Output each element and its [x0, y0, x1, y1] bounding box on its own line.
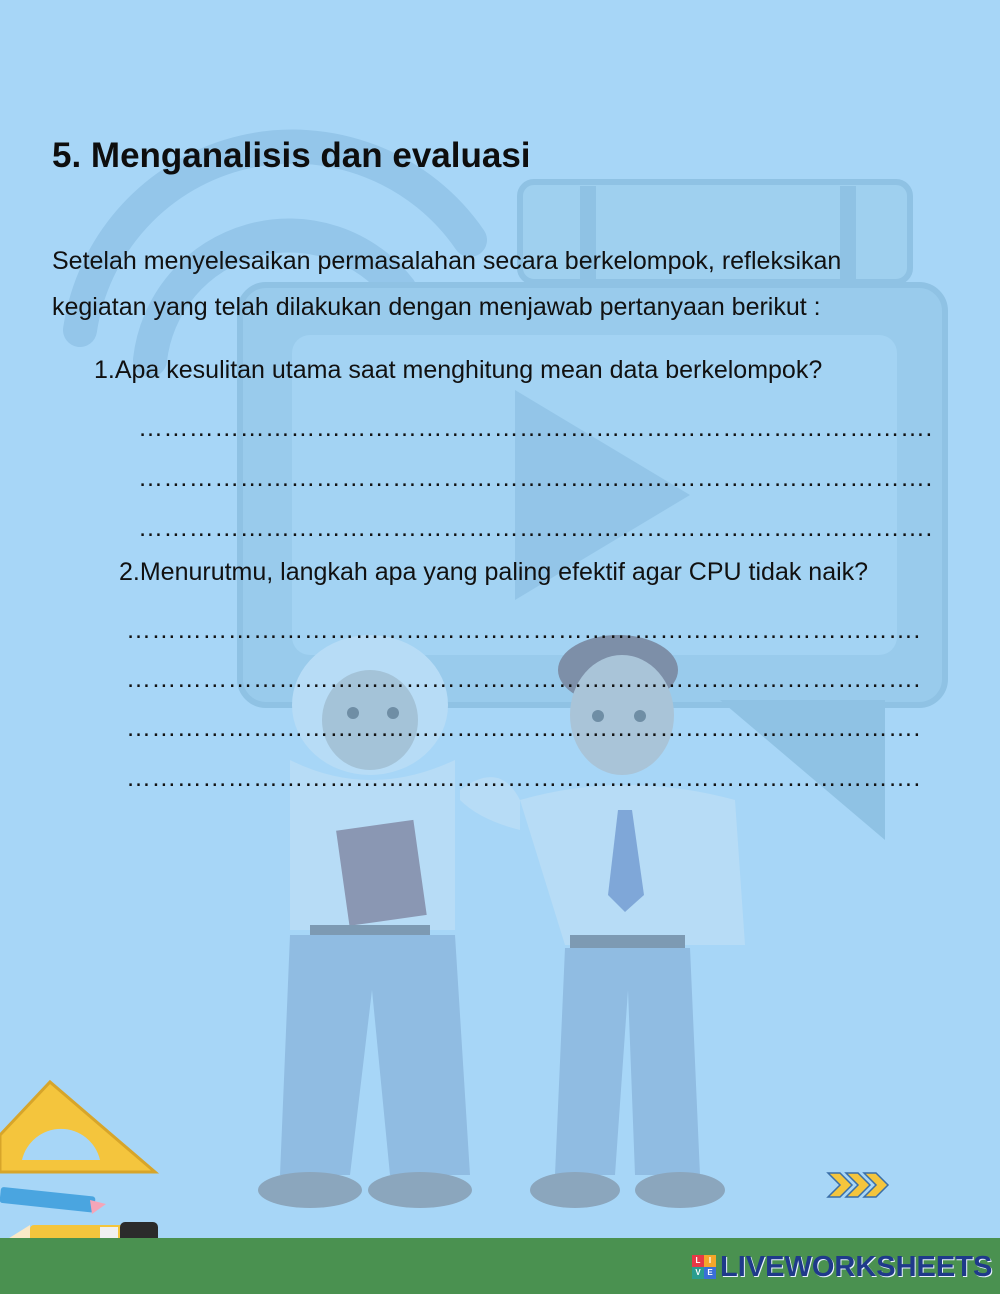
answer-line-2-3[interactable]: …………………………………………………………………………………. — [126, 714, 921, 742]
brand-name: LIVEWORKSHEETS — [720, 1250, 993, 1283]
question-2: 2.Menurutmu, langkah apa yang paling efektif agar CPU tidak naik? — [119, 558, 869, 586]
answer-line-1-3[interactable]: …………………………………………………………………………………. — [138, 514, 933, 542]
liveworksheets-brand — [692, 1251, 992, 1283]
instruction-text — [52, 238, 952, 330]
instruction-line-2: kegiatan yang telah dilakukan dengan menjawab pertanyaan berikut : — [52, 293, 821, 321]
page-title: 5. Menganalisis dan evaluasi — [52, 136, 531, 175]
liveworksheets-logo-icon: L I V E — [692, 1255, 716, 1279]
answer-line-2-2[interactable]: …………………………………………………………………………………. — [126, 665, 921, 693]
instruction-line-1: Setelah menyelesaikan permasalahan secara berkelompok, refleksikan — [52, 247, 842, 275]
question-1: 1.Apa kesulitan utama saat menghitung mean data berkelompok? — [94, 356, 823, 384]
answer-line-1-1[interactable]: …………………………………………………………………………………. — [138, 414, 933, 442]
answer-line-2-4[interactable]: …………………………………………………………………………………. — [126, 764, 921, 792]
answer-line-1-2[interactable]: …………………………………………………………………………………. — [138, 464, 933, 492]
answer-line-2-1[interactable]: …………………………………………………………………………………. — [126, 616, 921, 644]
